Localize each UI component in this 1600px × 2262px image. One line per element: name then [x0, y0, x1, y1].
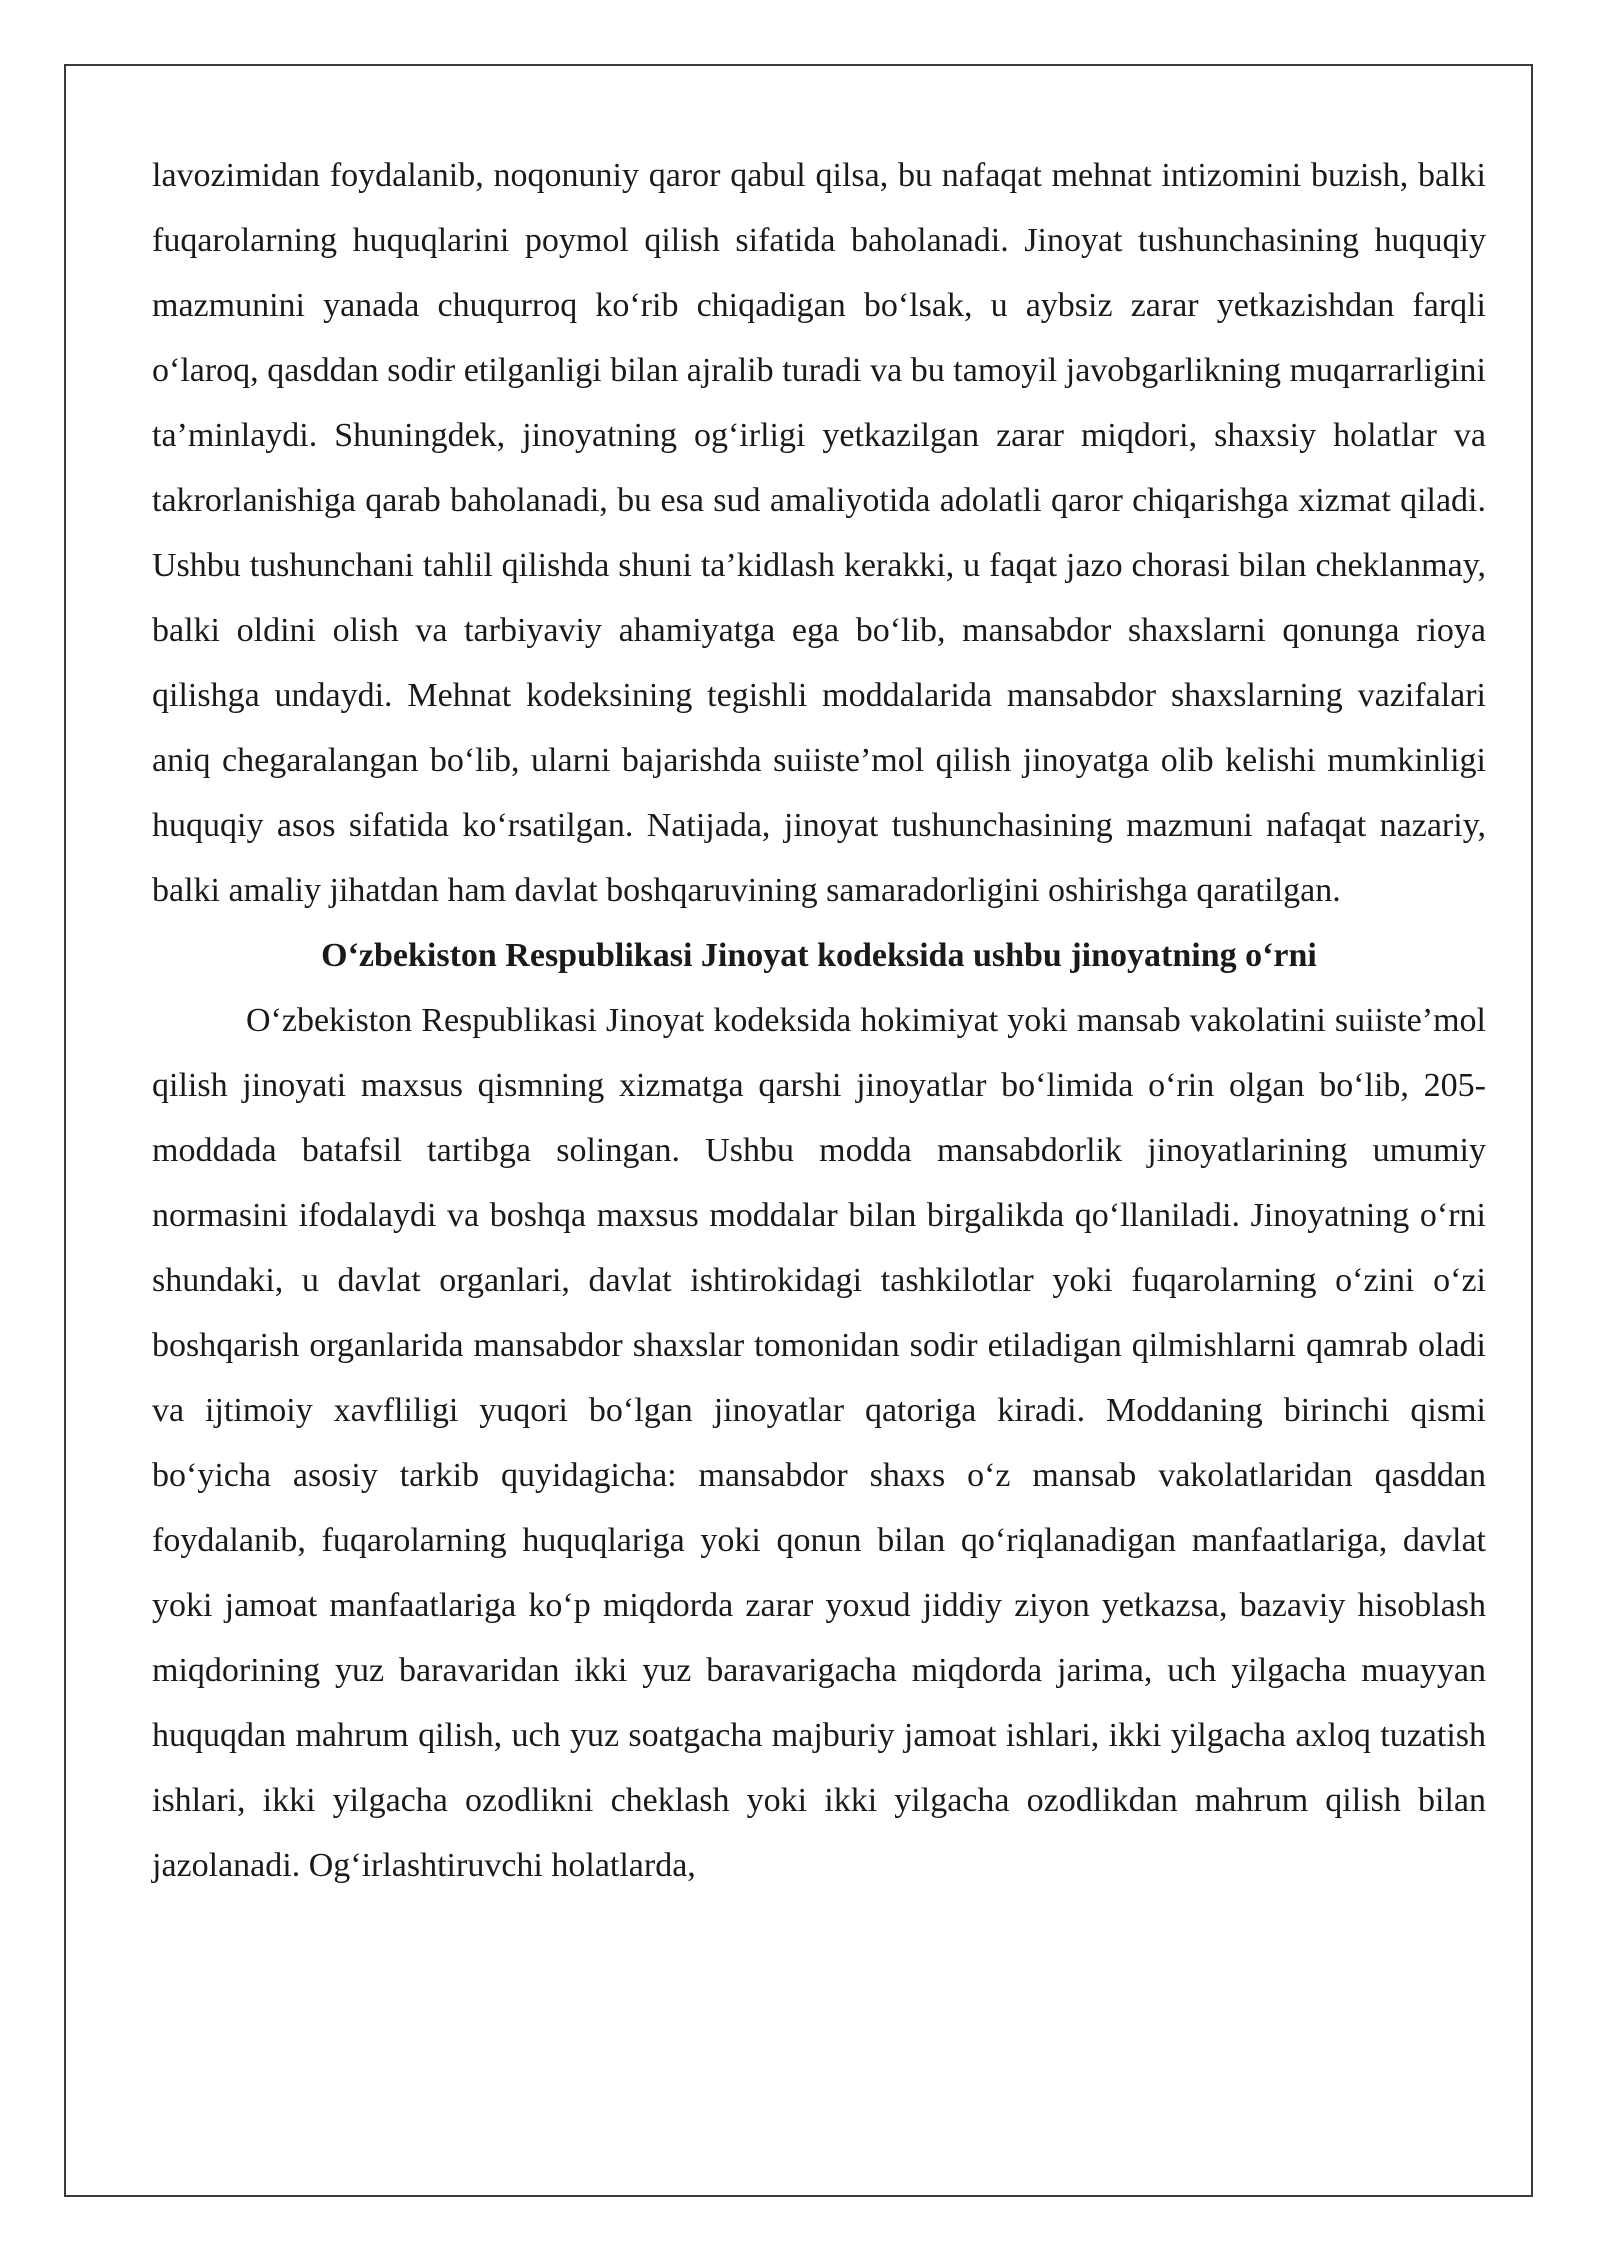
document-body	[152, 143, 1486, 1898]
paragraph-1: lavozimidan foydalanib, noqonuniy qaror qabul qilsa, bu nafaqat mehnat intizomini buzish, balki fuqarolarning huquqlarini poymol qilish sifatida baholanadi. Jinoyat tushunchasining huquqiy mazmunini yanada chuqurroq ko‘rib chiqadigan bo‘lsak, u aybsiz zarar yetkazishdan farqli o‘laroq, qasddan sodir etilganligi bilan ajralib turadi va bu tamoyil javobgarlikning muqarrarligini ta’minlaydi. Shuningdek, jinoyatning og‘irligi yetkazilgan zarar miqdori, shaxsiy holatlar va takrorlanishiga qarab baholanadi, bu esa sud amaliyotida adolatli qaror chiqarishga xizmat qiladi. Ushbu tushunchani tahlil qilishda shuni ta’kidlash kerakki, u faqat jazo chorasi bilan cheklanmay, balki oldini olish va tarbiyaviy ahamiyatga ega bo‘lib, mansabdor shaxslarni qonunga rioya qilishga undaydi. Mehnat kodeksining tegishli moddalarida mansabdor shaxslarning vazifalari aniq chegaralangan bo‘lib, ularni bajarishda suiiste’mol qilish jinoyatga olib kelishi mumkinligi huquqiy asos sifatida ko‘rsatilgan. Natijada, jinoyat tushunchasining mazmuni nafaqat nazariy, balki amaliy jihatdan ham davlat boshqaruvining samaradorligini oshirishga qaratilgan.	[152, 157, 1486, 909]
paragraph-2: O‘zbekiston Respublikasi Jinoyat kodeksida hokimiyat yoki mansab vakolatini suiiste’mol qilish jinoyati maxsus qismning xizmatga qarshi jinoyatlar bo‘limida o‘rin olgan bo‘lib, 205-moddada batafsil tartibga solingan. Ushbu modda mansabdorlik jinoyatlarining umumiy normasini ifodalaydi va boshqa maxsus moddalar bilan birgalikda qo‘llaniladi. Jinoyatning o‘rni shundaki, u davlat organlari, davlat ishtirokidagi tashkilotlar yoki fuqarolarning o‘zini o‘zi boshqarish organlarida mansabdor shaxslar tomonidan sodir etiladigan qilmishlarni qamrab oladi va ijtimoiy xavfliligi yuqori bo‘lgan jinoyatlar qatoriga kiradi. Moddaning birinchi qismi bo‘yicha asosiy tarkib quyidagicha: mansabdor shaxs o‘z mansab vakolatlaridan qasddan foydalanib, fuqarolarning huquqlariga yoki qonun bilan qo‘riqlanadigan manfaatlariga, davlat yoki jamoat manfaatlariga ko‘p miqdorda zarar yoxud jiddiy ziyon yetkazsa, bazaviy hisoblash miqdorining yuz baravaridan ikki yuz baravarigacha miqdorda jarima, uch yilgacha muayyan huquqdan mahrum qilish, uch yuz soatgacha majburiy jamoat ishlari, ikki yilgacha axloq tuzatish ishlari, ikki yilgacha ozodlikni cheklash yoki ikki yilgacha ozodlikdan mahrum qilish bilan jazolanadi. Og‘irlashtiruvchi holatlarda,	[152, 1002, 1486, 1884]
section-heading: O‘zbekiston Respublikasi Jinoyat kodeksida ushbu jinoyatning o‘rni	[321, 937, 1317, 974]
